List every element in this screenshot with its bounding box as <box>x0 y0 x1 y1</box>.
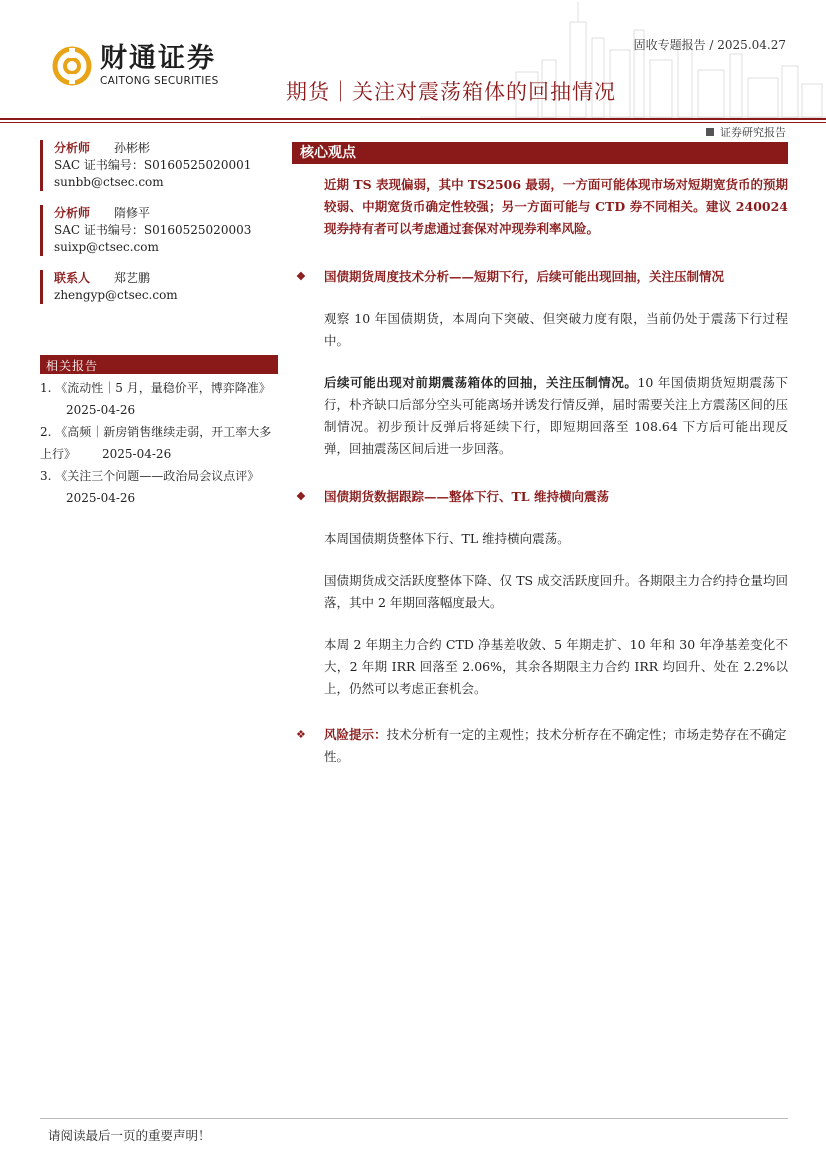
analyst-role: 分析师 <box>54 206 91 220</box>
square-icon <box>706 128 714 136</box>
section-technical-title <box>292 266 788 288</box>
risk-warning <box>292 724 788 768</box>
section-data-paragraph-2: 国债期货成交活跃度整体下降、仅 TS 成交活跃度回升。各期限主力合约持仓量均回落，其中 2 年期回落幅度最大。 <box>324 573 788 610</box>
related-report-date: 2025-04-26 <box>66 403 136 417</box>
section-technical-paragraph-2 <box>324 372 788 460</box>
risk-label: 风险提示： <box>324 727 387 742</box>
analyst-email[interactable]: suixp@ctsec.com <box>54 240 159 254</box>
related-report-title[interactable]: 3. 《关注三个问题——政治局会议点评》 <box>40 469 260 483</box>
report-meta: 固收专题报告 / 2025.04.27 <box>633 38 786 52</box>
analyst-sidebar <box>40 140 278 318</box>
section-technical-heading: 国债期货周度技术分析——短期下行，后续可能出现回抽，关注压制情况 <box>324 269 725 284</box>
analyst-card <box>40 205 278 256</box>
report-category <box>706 124 786 140</box>
analyst-name: 孙彬彬 <box>114 141 151 155</box>
caitong-logo-icon <box>52 46 92 86</box>
section-data-paragraph-1: 本周国债期货整体下行、TL 维持横向震荡。 <box>324 531 570 546</box>
analyst-card <box>40 140 278 191</box>
footer-divider <box>40 1118 788 1119</box>
analyst-name: 隋修平 <box>114 206 151 220</box>
contact-name: 郑艺鹏 <box>114 271 151 285</box>
section-data-heading: 国债期货数据跟踪——整体下行、TL 维持横向震荡 <box>324 489 609 504</box>
report-title: 期货｜关注对震荡箱体的回抽情况 <box>286 80 616 104</box>
contact-email[interactable]: zhengyp@ctsec.com <box>54 288 178 302</box>
contact-card <box>40 270 278 304</box>
section-data-title <box>292 486 788 508</box>
related-reports-heading: 相关报告 <box>40 355 278 374</box>
company-logo <box>52 44 219 87</box>
section-technical-paragraph-1: 观察 10 年国债期货，本周向下突破、但突破力度有限，当前仍处于震荡下行过程中。 <box>324 311 788 348</box>
related-report-date: 2025-04-26 <box>102 447 172 461</box>
related-report-item[interactable] <box>40 465 278 509</box>
header-divider <box>0 118 826 120</box>
related-report-item[interactable] <box>40 421 278 465</box>
related-report-title[interactable]: 2. 《高频｜新房销售继续走弱，开工率大多上行》 <box>40 425 272 461</box>
related-reports <box>40 355 278 509</box>
section-data-paragraph-3: 本周 2 年期主力合约 CTD 净基差收敛、5 年期走扩、10 年和 30 年净基差变化不大，2 年期 IRR 回落至 2.06%，其余各期限主力合约 IRR 均回升、处在 2.2%以上，仍然可以考虑正套机会。 <box>324 637 788 696</box>
header-divider-thin <box>0 122 826 123</box>
core-viewpoint-heading: 核心观点 <box>292 142 788 164</box>
related-report-title[interactable]: 1. 《流动性｜5 月，量稳价平，博弈降准》 <box>40 381 271 395</box>
risk-text: 技术分析有一定的主观性；技术分析存在不确定性；市场走势存在不确定性。 <box>324 727 787 764</box>
related-report-date: 2025-04-26 <box>66 491 136 505</box>
logo-english-name: CAITONG SECURITIES <box>100 75 219 87</box>
related-report-item[interactable] <box>40 377 278 421</box>
contact-role: 联系人 <box>54 271 91 285</box>
diamond-bullet-icon: ❖ <box>296 270 306 283</box>
analyst-sac: SAC 证书编号：S0160525020003 <box>54 223 252 237</box>
diamond-bullet-icon: ❖ <box>296 728 306 741</box>
paragraph-body: 10 年国债期货短期震荡下行，朴齐缺口后部分空头可能离场并诱发行情反弹，届时需要关注上方震荡区间的压制情况。初步预计反弹后将延续下行，即短期回落至 108.64 下方后可能出现反弹，回抽震荡区间后进一步回落。 <box>324 375 788 456</box>
analyst-sac: SAC 证书编号：S0160525020001 <box>54 158 252 172</box>
diamond-bullet-icon: ❖ <box>296 490 306 503</box>
analyst-email[interactable]: sunbb@ctsec.com <box>54 175 164 189</box>
paragraph-lead: 后续可能出现对前期震荡箱体的回抽，关注压制情况。 <box>324 375 638 390</box>
footer-disclaimer-note: 请阅读最后一页的重要声明！ <box>48 1128 211 1143</box>
category-label: 证券研究报告 <box>720 126 786 139</box>
core-summary: 近期 TS 表现偏弱，其中 TS2506 最弱，一方面可能体现市场对短期宽货币的预期较弱、中期宽货币确定性较强；另一方面可能与 CTD 券不同相关。建议 240024 现券持有者可以考虑通过套保对冲现券利率风险。 <box>324 177 788 236</box>
analyst-role: 分析师 <box>54 141 91 155</box>
logo-chinese-name: 财通证券 <box>100 43 216 74</box>
main-content <box>292 142 788 768</box>
